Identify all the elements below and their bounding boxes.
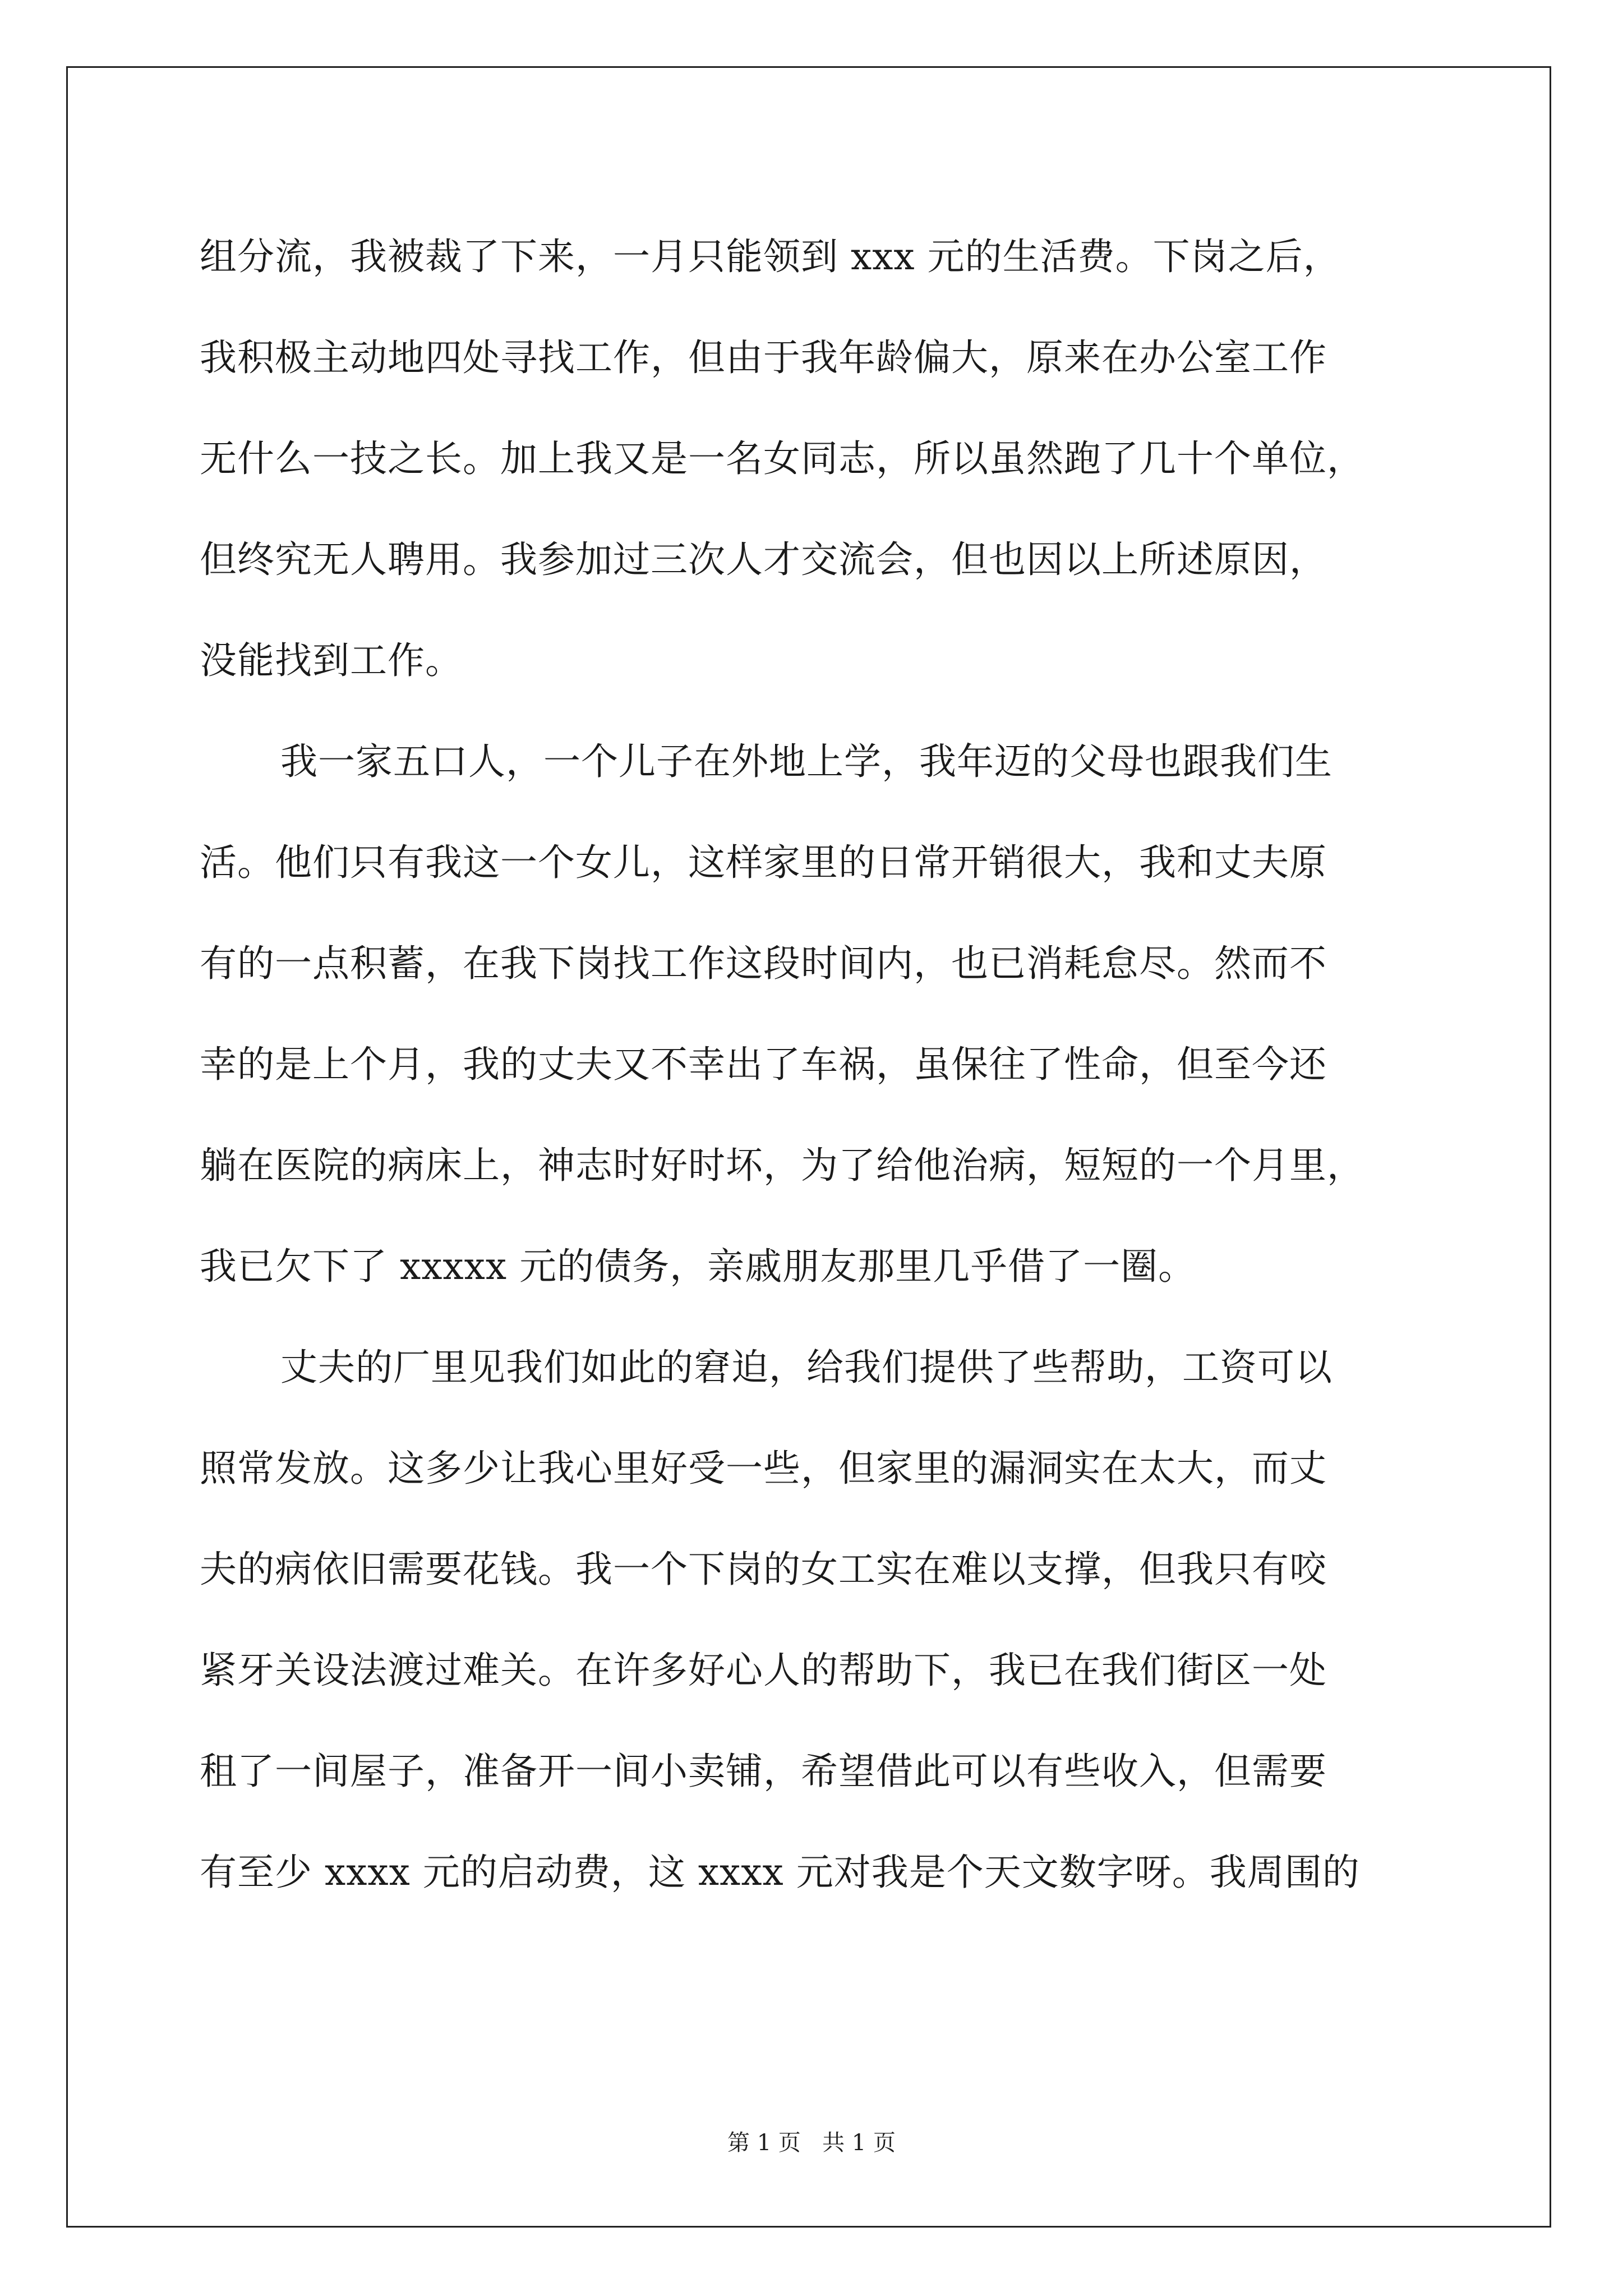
paragraph-first-line: 丈夫的厂里见我们如此的窘迫，给我们提供了些帮助，工资可以 <box>280 1346 1332 1389</box>
text-line: 租了一间屋子，准备开一间小卖铺，希望借此可以有些收入，但需要 <box>200 1750 1327 1793</box>
text-line: 紧牙关设法渡过难关。在许多好心人的帮助下，我已在我们街区一处 <box>200 1649 1327 1692</box>
text-line: 夫的病依旧需要花钱。我一个下岗的女工实在难以支撑，但我只有咬 <box>200 1548 1327 1591</box>
text-line: 我积极主动地四处寻找工作，但由于我年龄偏大，原来在办公室工作 <box>200 336 1327 379</box>
text-line: 我已欠下了 xxxxx 元的债务，亲戚朋友那里几乎借了一圈。 <box>200 1245 1196 1288</box>
text-line: 但终究无人聘用。我参加过三次人才交流会，但也因以上所述原因， <box>200 538 1327 581</box>
text-line: 组分流，我被裁了下来，一月只能领到 xxx 元的生活费。下岗之后， <box>200 235 1341 278</box>
text-line: 幸的是上个月，我的丈夫又不幸出了车祸，虽保往了性命，但至今还 <box>200 1043 1327 1086</box>
page-number-footer: 第 1 页 共 1 页 <box>727 2130 896 2156</box>
text-line: 有至少 xxxx 元的启动费，这 xxxx 元对我是个天文数字呀。我周围的 <box>200 1851 1360 1894</box>
text-line: 照常发放。这多少让我心里好受一些，但家里的漏洞实在太大，而丈 <box>200 1447 1327 1490</box>
document-body <box>200 206 1433 1923</box>
paragraph-first-line: 我一家五口人，一个儿子在外地上学，我年迈的父母也跟我们生 <box>280 740 1332 783</box>
text-line: 躺在医院的病床上，神志时好时坏，为了给他治病，短短的一个月里， <box>200 1144 1364 1187</box>
text-line: 没能找到工作。 <box>200 639 463 682</box>
text-line: 活。他们只有我这一个女儿，这样家里的日常开销很大，我和丈夫原 <box>200 841 1327 884</box>
text-line: 无什么一技之长。加上我又是一名女同志，所以虽然跑了几十个单位， <box>200 437 1364 480</box>
text-line: 有的一点积蓄，在我下岗找工作这段时间内，也已消耗怠尽。然而不 <box>200 942 1327 985</box>
